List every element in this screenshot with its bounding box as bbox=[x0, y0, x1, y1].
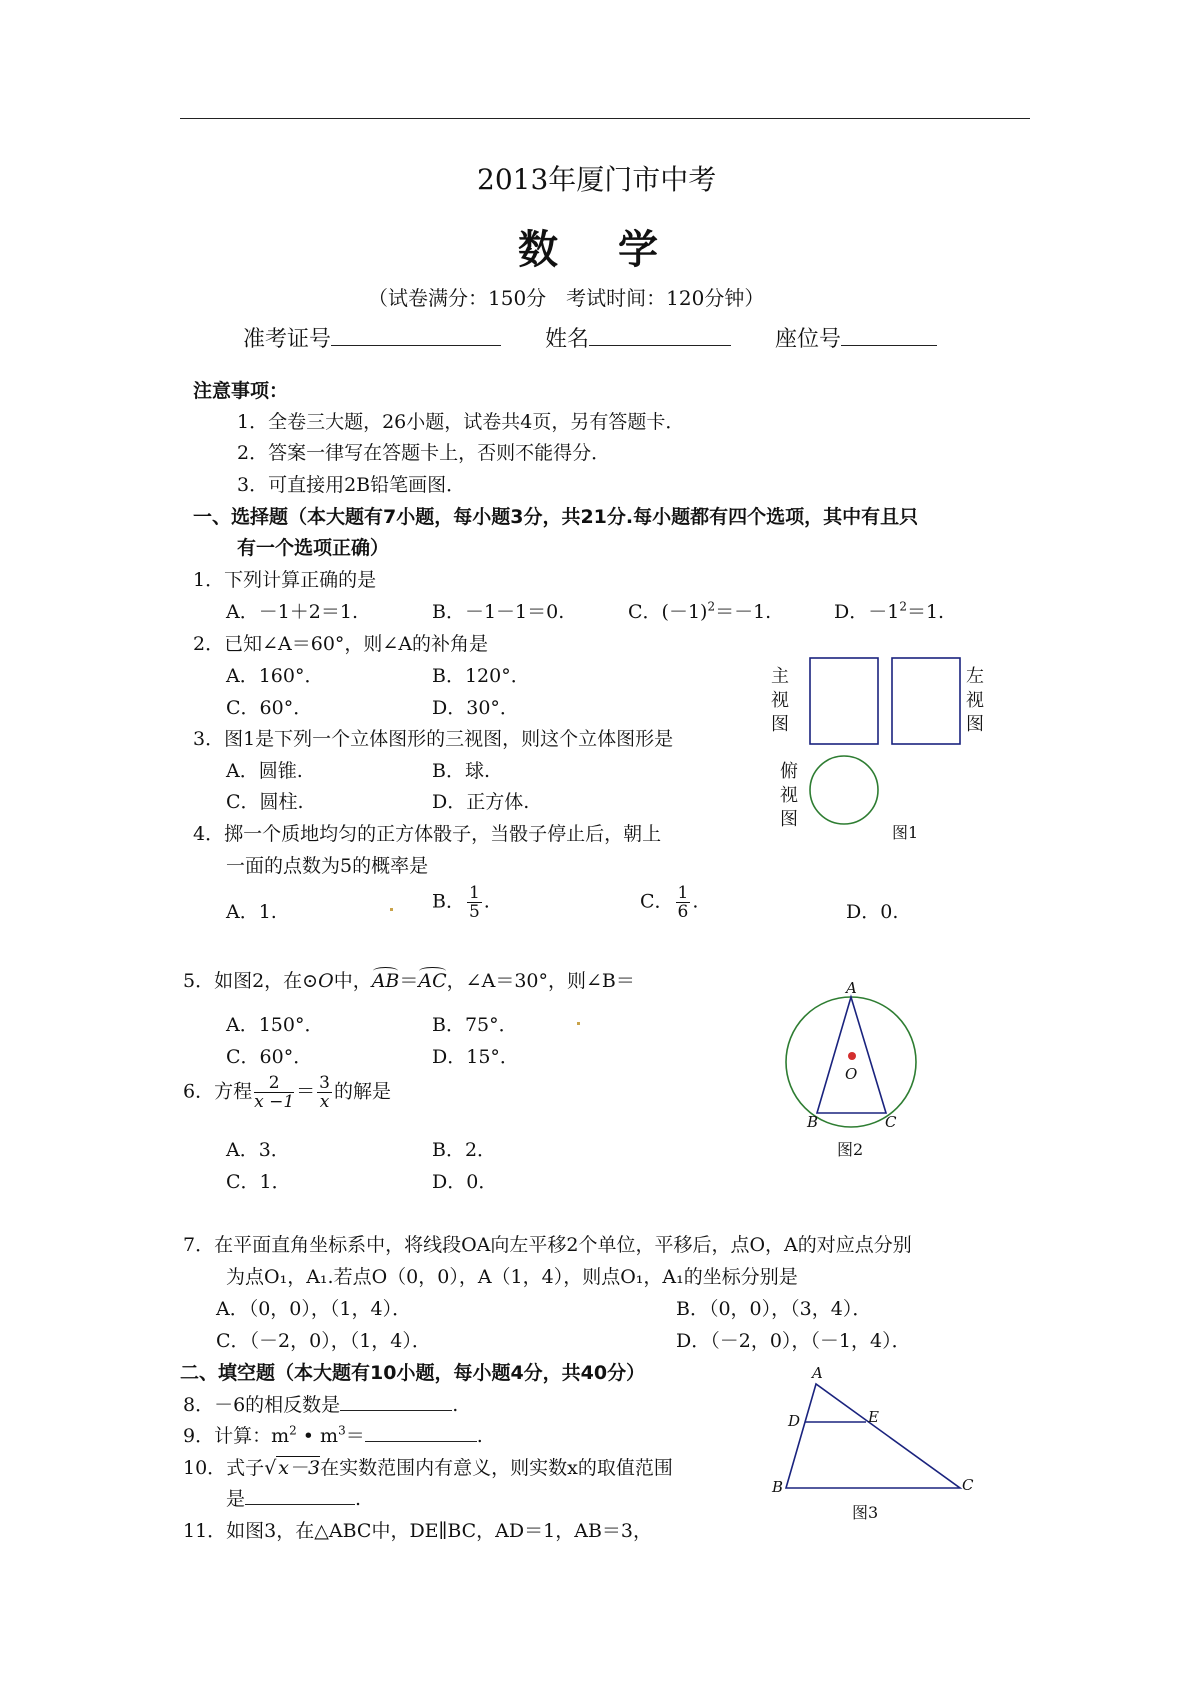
q1-stem: 1．下列计算正确的是 bbox=[193, 569, 377, 591]
figure-1-caption: 图1 bbox=[892, 823, 919, 842]
left-view-label: 左 视 图 bbox=[966, 666, 984, 735]
fig3-label-c: C bbox=[962, 1476, 974, 1494]
name-label: 姓名 bbox=[545, 327, 590, 352]
figure-2 bbox=[775, 975, 935, 1165]
q5-stem: 5．如图2，在⊙O中，AB＝AC，∠A＝30°，则∠B＝ bbox=[183, 970, 635, 992]
q6-option-b: B．2． bbox=[432, 1139, 497, 1161]
seat-blank bbox=[841, 329, 937, 346]
figure-3-caption: 图3 bbox=[852, 1503, 879, 1522]
seat-label: 座位号 bbox=[775, 327, 842, 352]
notice-heading: 注意事项： bbox=[193, 380, 289, 402]
q4-option-c: C． $\frac{1}{6}$ . bbox=[640, 883, 699, 922]
q6-stem: 6．方程 $\frac{2}{x -1}$ ＝ $\frac{3}{x}$ 的解是 bbox=[183, 1073, 392, 1112]
exam-info: （试卷满分：150分 考试时间：120分钟） bbox=[368, 286, 765, 310]
label-a: A bbox=[846, 979, 857, 997]
q9-blank bbox=[365, 1425, 477, 1442]
q6-option-d: D．0． bbox=[432, 1171, 498, 1193]
q7-option-a: A．（0，0），（1，4）． bbox=[216, 1298, 412, 1320]
q4-stem-line2: 一面的点数为5的概率是 bbox=[226, 855, 429, 877]
fig3-label-d: D bbox=[788, 1412, 801, 1430]
stray-dot bbox=[390, 908, 393, 911]
q6-option-c: C．1． bbox=[226, 1171, 291, 1193]
front-view-label: 主 视 图 bbox=[771, 666, 789, 735]
q4-option-d: D．0. bbox=[846, 901, 899, 923]
arc-ac: AC bbox=[418, 970, 447, 992]
top-view-circle bbox=[810, 756, 878, 824]
q1-option-c: C．$(-1)^2=-1$. bbox=[628, 599, 772, 623]
q5-option-d: D．15°． bbox=[432, 1046, 519, 1068]
q8-blank bbox=[340, 1394, 452, 1411]
circle-o bbox=[786, 997, 916, 1127]
q1-option-b: B．－1－1＝0. bbox=[432, 601, 565, 623]
section2-heading: 二、填空题（本大题有10小题，每小题4分，共40分） bbox=[180, 1362, 646, 1384]
candidate-fields bbox=[243, 322, 937, 353]
q7-option-c: C．（－2，0），（1，4）． bbox=[216, 1330, 431, 1352]
figure-2-caption: 图2 bbox=[837, 1140, 864, 1159]
section1-heading-line2: 有一个选项正确） bbox=[237, 537, 390, 559]
top-view-label: 俯 视 图 bbox=[780, 761, 798, 830]
sqrt-sign: √ bbox=[264, 1457, 277, 1479]
q10-blank bbox=[245, 1488, 355, 1505]
q2-option-c: C．60°． bbox=[226, 697, 313, 719]
label-o: O bbox=[845, 1065, 858, 1083]
q9: 9．计算：$m^2$ • $m^3=$ . bbox=[183, 1423, 483, 1447]
q2-option-a: A．160°． bbox=[226, 665, 324, 687]
label-c: C bbox=[885, 1113, 897, 1131]
q11-stem: 11．如图3，在△ABC中，DE∥BC，AD＝1，AB＝3， bbox=[183, 1520, 652, 1542]
notice-item-2: 2．答案一律写在答题卡上，否则不能得分． bbox=[237, 442, 611, 464]
q3-option-a: A．圆锥. bbox=[226, 760, 303, 782]
q2-stem: 2．已知∠A＝60°，则∠A的补角是 bbox=[193, 633, 489, 655]
id-blank bbox=[331, 329, 501, 346]
arc-ab: AB bbox=[371, 970, 400, 992]
q7-option-d: D．（－2，0），（－1，4）． bbox=[676, 1330, 911, 1352]
stray-dot-2 bbox=[577, 1022, 580, 1025]
q10-line2: 是 . bbox=[226, 1488, 362, 1510]
q7-option-b: B．（0，0），（3，4）． bbox=[676, 1298, 872, 1320]
q3-option-b: B．球. bbox=[432, 760, 491, 782]
notice-item-3: 3．可直接用2B铅笔画图． bbox=[237, 474, 466, 496]
header-rule bbox=[180, 118, 1030, 119]
q5-option-a: A．150°． bbox=[226, 1014, 324, 1036]
fig3-label-a: A bbox=[812, 1364, 823, 1382]
label-b: B bbox=[807, 1113, 819, 1131]
figure-3-svg bbox=[770, 1362, 980, 1522]
q3-option-d: D．正方体. bbox=[432, 791, 530, 813]
fig3-label-e: E bbox=[868, 1408, 879, 1426]
center-dot bbox=[848, 1052, 856, 1060]
notice-item-1: 1．全卷三大题，26小题，试卷共4页，另有答题卡． bbox=[237, 411, 685, 433]
q5-option-b: B．75°． bbox=[432, 1014, 518, 1036]
q3-stem: 3．图1是下列一个立体图形的三视图，则这个立体图形是 bbox=[193, 728, 674, 750]
q4-option-a: A．1. bbox=[226, 901, 277, 923]
q10-line1: 10．式子√ x－3在实数范围内有意义，则实数x的取值范围 bbox=[183, 1457, 673, 1479]
section1-heading-line1: 一、选择题（本大题有7小题，每小题3分，共21分.每小题都有四个选项，其中有且只 bbox=[193, 506, 919, 528]
q5-option-c: C．60°． bbox=[226, 1046, 313, 1068]
name-blank bbox=[589, 329, 731, 346]
q3-option-c: C．圆柱. bbox=[226, 791, 304, 813]
fig3-label-b: B bbox=[772, 1478, 784, 1496]
q1-option-a: A．－1＋2＝1. bbox=[226, 601, 359, 623]
q2-option-d: D．30°． bbox=[432, 697, 519, 719]
q7-line2: 为点O₁，A₁.若点O（0，0），A（1，4），则点O₁，A₁的坐标分别是 bbox=[226, 1266, 798, 1288]
q6-option-a: A．3． bbox=[226, 1139, 290, 1161]
q4-stem-line1: 4．掷一个质地均匀的正方体骰子，当骰子停止后，朝上 bbox=[193, 823, 662, 845]
figure-3 bbox=[770, 1362, 980, 1522]
q1-option-d: D．$-1^2=1$. bbox=[834, 599, 945, 623]
q8: 8．－6的相反数是 . bbox=[183, 1394, 459, 1416]
front-view-square bbox=[810, 658, 878, 744]
id-label: 准考证号 bbox=[243, 327, 332, 352]
exam-title: 2013年厦门市中考 bbox=[477, 163, 717, 196]
figure-1-svg bbox=[770, 650, 990, 850]
triangle-abc-fig3 bbox=[786, 1384, 960, 1488]
left-view-square bbox=[892, 658, 960, 744]
q2-option-b: B．120°． bbox=[432, 665, 530, 687]
q4-option-b: B． $\frac{1}{5}$ . bbox=[432, 883, 490, 922]
subject-title: 数学 bbox=[518, 226, 718, 273]
figure-1 bbox=[770, 650, 990, 850]
q7-line1: 7．在平面直角坐标系中，将线段OA向左平移2个单位，平移后，点O，A的对应点分别 bbox=[183, 1234, 912, 1256]
